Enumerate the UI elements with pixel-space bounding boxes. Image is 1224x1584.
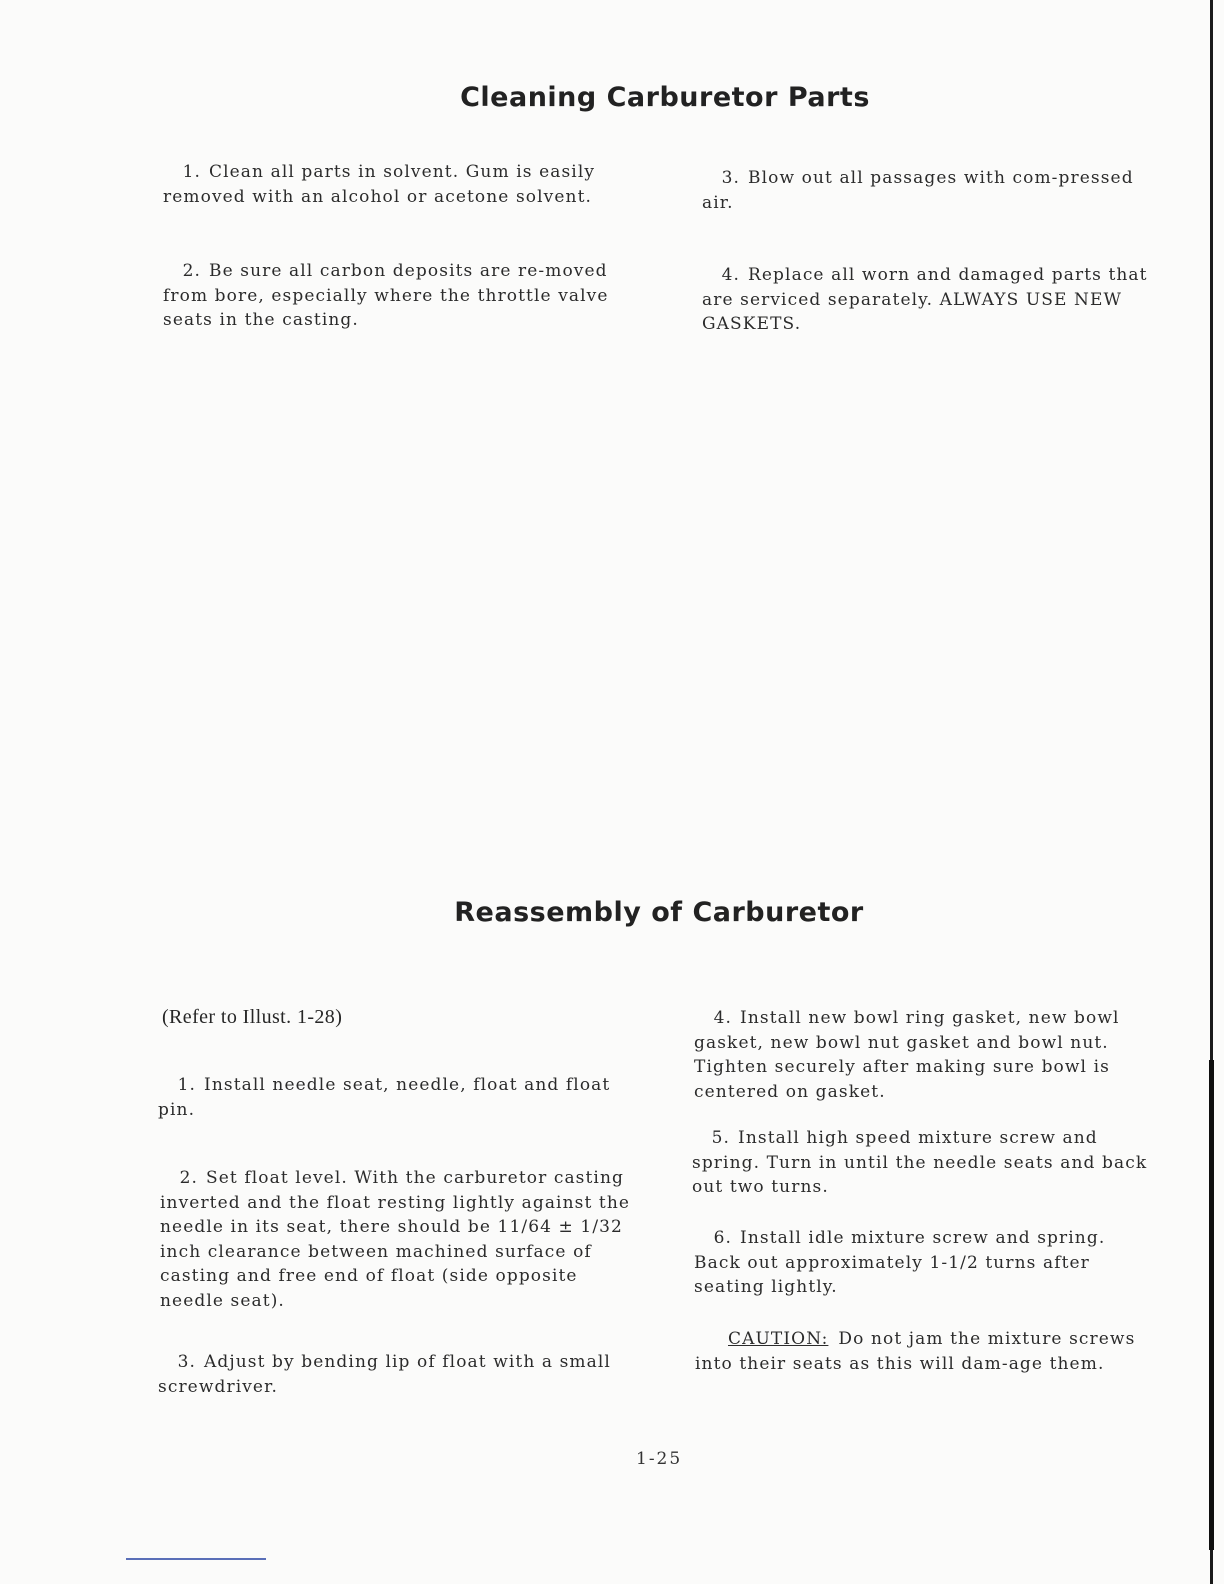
step-number: 5. xyxy=(711,1128,730,1148)
page-edge-shadow-lower xyxy=(1209,1060,1214,1550)
cleaning-step-2 xyxy=(163,259,623,333)
step-text: Install high speed mixture screw and spring. Turn in until the needle seats and back out two turns. xyxy=(692,1128,1148,1197)
section-title-cleaning: Cleaning Carburetor Parts xyxy=(460,82,870,113)
step-text: Blow out all passages with com-pressed air. xyxy=(702,168,1134,213)
step-text: Set float level. With the carburetor casting inverted and the float resting lightly against the needle in its seat, there should be 11/64 ± 1/32 inch clearance between machined surface of casting and free end of float (side opposite needle seat). xyxy=(160,1168,631,1311)
cleaning-step-4 xyxy=(702,263,1167,337)
step-number: 6. xyxy=(713,1228,732,1248)
reassembly-step-2 xyxy=(160,1166,640,1313)
step-text: Install idle mixture screw and spring. Back out approximately 1-1/2 turns after seating lightly. xyxy=(694,1228,1106,1297)
cleaning-step-3 xyxy=(702,166,1142,215)
section-title-reassembly: Reassembly of Carburetor xyxy=(454,897,864,928)
reassembly-step-6 xyxy=(694,1226,1124,1300)
step-text: Install needle seat, needle, float and float pin. xyxy=(158,1075,611,1120)
step-number: 3. xyxy=(177,1352,196,1372)
reassembly-step-5 xyxy=(692,1126,1162,1200)
step-text: Adjust by bending lip of float with a small screwdriver. xyxy=(158,1352,611,1397)
caution-note xyxy=(695,1327,1140,1376)
step-number: 4. xyxy=(721,265,740,285)
step-number: 1. xyxy=(177,1075,196,1095)
step-number: 3. xyxy=(721,168,740,188)
caution-label: CAUTION: xyxy=(728,1329,829,1349)
step-text: Install new bowl ring gasket, new bowl gasket, new bowl nut gasket and bowl nut. Tighten securely after making sure bowl is centered on gasket. xyxy=(694,1008,1120,1102)
cleaning-step-1 xyxy=(163,160,623,209)
step-number: 2. xyxy=(182,261,201,281)
illustration-reference: (Refer to Illust. 1-28) xyxy=(162,1006,343,1028)
reassembly-step-1 xyxy=(158,1073,628,1122)
reassembly-step-4 xyxy=(694,1006,1184,1104)
step-text: Clean all parts in solvent. Gum is easily removed with an alcohol or acetone solvent. xyxy=(163,162,596,207)
reassembly-step-3 xyxy=(158,1350,628,1399)
caution-text: Do not jam the mixture screws into their seats as this will dam-age them. xyxy=(695,1329,1136,1374)
step-number: 4. xyxy=(713,1008,732,1028)
step-text: Be sure all carbon deposits are re-moved from bore, especially where the throttle valve seats in the casting. xyxy=(163,261,609,330)
bottom-rule xyxy=(126,1558,266,1560)
step-number: 1. xyxy=(182,162,201,182)
page-number: 1-25 xyxy=(636,1449,683,1469)
step-number: 2. xyxy=(179,1168,198,1188)
step-text: Replace all worn and damaged parts that are serviced separately. ALWAYS USE NEW GASKETS. xyxy=(702,265,1148,334)
